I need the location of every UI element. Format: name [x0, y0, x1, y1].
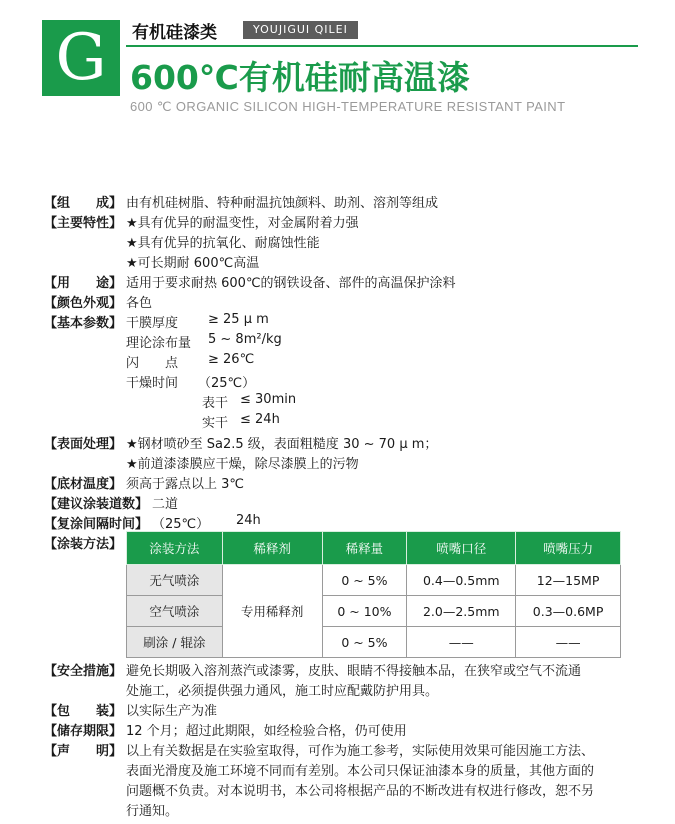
pressure-cell: 12—15MP	[516, 565, 621, 596]
statement-line: 表面光滑度及施工环境不同而有差别。本公司只保证油漆本身的质量，其他方面的	[126, 764, 595, 779]
page-subtitle-en: 600 ℃ ORGANIC SILICON HIGH-TEMPERATURE RESISTANT PAINT	[130, 99, 566, 114]
usage-value: 适用于要求耐热 600℃的钢铁设备、部件的高温保护涂料	[126, 276, 456, 291]
packaging-value: 以实际生产为准	[126, 704, 218, 719]
pressure-cell: ——	[516, 627, 621, 658]
column-header: 喷嘴压力	[516, 532, 621, 565]
safety-line: 避免长期吸入溶剂蒸汽或漆雾，皮肤、眼睛不得接触本品，在狭窄或空气不流通	[126, 664, 582, 679]
header-divider	[126, 45, 638, 47]
recoat-time: 24h	[236, 513, 261, 528]
column-header: 稀释量	[322, 532, 407, 565]
appearance-label: 【颜色外观】	[44, 296, 123, 311]
thinner-cell: 专用稀释剂	[222, 565, 322, 658]
table-row	[127, 565, 621, 596]
amount-cell: 0 ~ 10%	[322, 596, 407, 627]
statement-line: 问题概不负责。对本说明书，本公司将根据产品的不断改进有权进行修改，恕不另	[126, 784, 595, 799]
storage-value: 12 个月；超过此期限，如经检验合格，仍可使用	[126, 724, 407, 739]
param-coverage-name: 理论涂布量	[126, 336, 192, 351]
nozzle-cell: ——	[407, 627, 516, 658]
param-surface-dry-value: ≤ 30min	[240, 392, 297, 407]
method-cell: 刷涂 / 辊涂	[127, 627, 223, 658]
table-row	[127, 627, 621, 658]
method-cell: 无气喷涂	[127, 565, 223, 596]
column-header: 喷嘴口径	[407, 532, 516, 565]
category-cn: 有机硅漆类	[132, 23, 217, 43]
recoat-temp: （25℃）	[152, 517, 210, 532]
application-label: 【涂装方法】	[44, 537, 123, 552]
composition-value: 由有机硅树脂、特种耐温抗蚀颜料、助剂、溶剂等组成	[126, 196, 439, 211]
nozzle-cell: 0.4—0.5mm	[407, 565, 516, 596]
statement-line: 以上有关数据是在实验室取得，可作为施工参考，实际使用效果可能因施工方法、	[126, 744, 595, 759]
param-surface-dry-name: 表干	[202, 396, 229, 411]
amount-cell: 0 ~ 5%	[322, 627, 407, 658]
appearance-value: 各色	[126, 296, 153, 311]
category-en-badge: YOUJIGUI QILEI	[243, 21, 358, 39]
param-hard-dry-name: 实干	[202, 416, 229, 431]
statement-line: 行通知。	[126, 804, 179, 819]
param-flash-point-value: ≥ 26℃	[208, 352, 255, 367]
brand-letter-logo: G	[42, 20, 120, 96]
pressure-cell: 0.3—0.6MP	[516, 596, 621, 627]
table-row	[127, 596, 621, 627]
nozzle-cell: 2.0—2.5mm	[407, 596, 516, 627]
composition-label: 【组 成】	[44, 196, 123, 211]
feature-item: ★具有优异的耐温变性，对金属附着力强	[126, 216, 359, 231]
param-hard-dry-value: ≤ 24h	[240, 412, 280, 427]
param-flash-point-name: 闪 点	[126, 356, 179, 371]
substrate-temp-label: 【底材温度】	[44, 477, 123, 492]
column-header: 稀释剂	[222, 532, 322, 565]
param-coverage-value: 5 ~ 8m²/kg	[208, 332, 282, 347]
packaging-label: 【包 装】	[44, 704, 123, 719]
coats-value: 二道	[152, 497, 179, 512]
recoat-label: 【复涂间隔时间】	[44, 517, 149, 532]
param-drying-value: （25℃）	[198, 376, 256, 391]
usage-label: 【用 途】	[44, 276, 123, 291]
page-title: 600℃有机硅耐高温漆	[130, 58, 470, 97]
surface-prep-item: ★钢材喷砂至 Sa2.5 级，表面粗糙度 30 ~ 70 μ m；	[126, 437, 438, 452]
safety-line: 处施工，必须提供强力通风，施工时应配戴防护用具。	[126, 684, 439, 699]
storage-label: 【储存期限】	[44, 724, 123, 739]
coats-label: 【建议涂装道数】	[44, 497, 149, 512]
param-drying-name: 干燥时间	[126, 376, 179, 391]
application-table	[126, 531, 621, 658]
amount-cell: 0 ~ 5%	[322, 565, 407, 596]
column-header: 涂装方法	[127, 532, 223, 565]
safety-label: 【安全措施】	[44, 664, 123, 679]
param-film-thickness-value: ≥ 25 μ m	[208, 312, 269, 327]
params-label: 【基本参数】	[44, 316, 123, 331]
method-cell: 空气喷涂	[127, 596, 223, 627]
statement-label: 【声 明】	[44, 744, 123, 759]
surface-prep-item: ★前道漆漆膜应干燥，除尽漆膜上的污物	[126, 457, 359, 472]
table-header-row	[127, 532, 621, 565]
param-film-thickness-name: 干膜厚度	[126, 316, 179, 331]
feature-item: ★可长期耐 600℃高温	[126, 256, 260, 271]
features-label: 【主要特性】	[44, 216, 123, 231]
surface-prep-label: 【表面处理】	[44, 437, 123, 452]
substrate-temp-value: 须高于露点以上 3℃	[126, 477, 245, 492]
feature-item: ★具有优异的抗氧化、耐腐蚀性能	[126, 236, 320, 251]
